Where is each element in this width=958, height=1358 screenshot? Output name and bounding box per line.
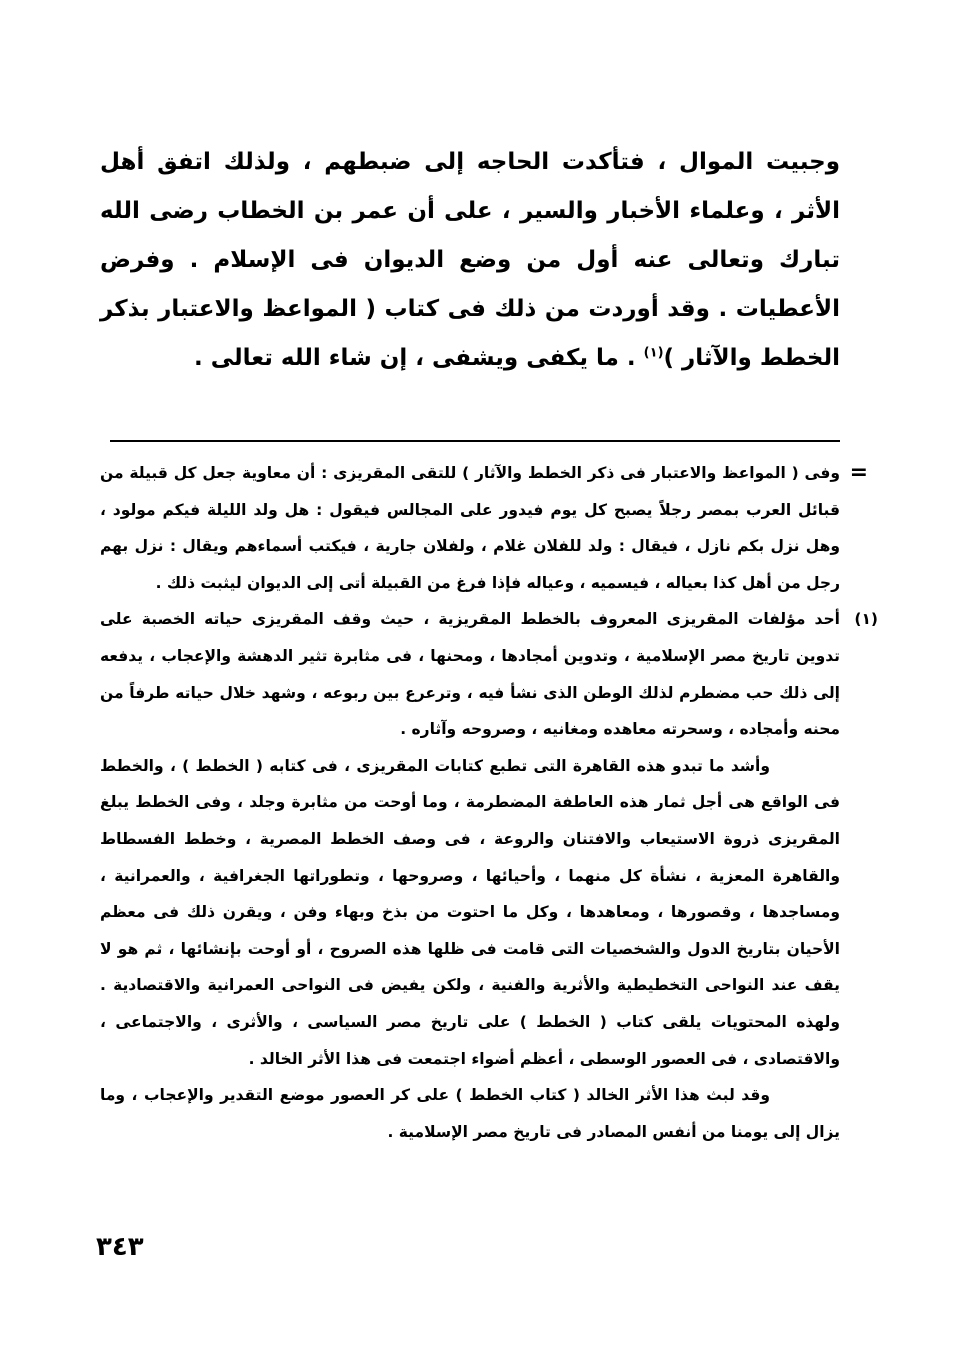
footnote-1-paragraph-3: وقد لبث هذا الأثر الخالد ( كتاب الخطط ) على كر العصور موضع التقدير والإعجاب ، وما يزال إلى يومنا من أنفس المصادر فى تاريخ مصر الإسلامية .	[100, 1086, 840, 1141]
footnote-divider	[110, 440, 840, 442]
footnote-1-text: أحد مؤلفات المقريزى المعروف بالخطط المقريزية ، حيث وقف المقريزى حياته الخصبة على تدوين تاريخ مصر الإسلامية ، وتدوين أمجادها ، ومحنها ، فى مثابرة تثير الدهشة والإعجاب ، يدفعه إلى ذلك حب مضطرم لذلك الوطن الذى نشأ فيه ، وترعرع بين ربوعه ، وشهد خلال حياته طرفاً من محنه وأمجاده ، وسحرته معاهده ومغانيه ، وصروحه وآثاره .	[100, 610, 840, 739]
page-number: ٣٤٣	[96, 1232, 144, 1262]
footnote-1-marker: (١)	[854, 610, 878, 629]
main-text-part1: وجبيت الموال ، فتأكدت الحاجه إلى ضبطهم ، ولذلك اتفق أهل الأثر ، وعلماء الأخبار والسير ، على أن عمر بن الخطاب رضى الله تبارك وتعالى عنه أول من وضع الديوان فى الإسلام . وفرض الأعطيات . وقد أوردت من ذلك فى كتاب ( المواعظ والاعتبار بذكر الخطط والآثار )	[100, 149, 840, 371]
footnote-reference: (١)	[643, 345, 664, 361]
footnote-1	[100, 601, 878, 747]
footnotes-section	[100, 455, 878, 1150]
footnote-1-paragraph-2: وأشد ما تبدو هذه القاهرة التى تطبع كتابات المقريزى ، فى كتابه ( الخطط ) ، والخطط فى الواقع هى أجل ثمار هذه العاطفة المضطرمة ، وما أوحت من مثابرة وجلد ، وفى الخطط يبلغ المقريزى ذروة الاستيعاب والافتنان والروعة ، فى وصف الخطط المصرية ، وخطط الفسطاط والقاهرة المعزية ، نشأة كل منهما ، وأحيائها ، وصروحها ، وتطوراتها الجغرافية ، والعمرانية ، ومساجدها ، وقصورها ، ومعاهدها ، وكل ما احتوت من بذخ وبهاء وفن ، ويقرن ذلك فى معظم الأحيان بتاريخ الدول والشخصيات التى قامت فى ظلها هذه الصروح ، أو أوحت بإنشائها ، ثم هو لا يقف عند النواحى التخطيطية والأثرية والفنية ، ولكن يفيض فى النواحى العمرانية والاقتصادية . ولهذه المحتويات يلقى كتاب ( الخطط ) على تاريخ مصر السياسى ، والأثرى ، والاجتماعى ، والاقتصادى ، فى العصور الوسطى ، أعظم أضواء اجتمعت فى هذا الأثر الخالد .	[100, 756, 840, 1068]
main-paragraph	[100, 138, 840, 383]
continuation-marker: =	[849, 460, 868, 485]
footnote-continuation	[100, 455, 868, 601]
main-text-part2: . ما يكفى ويشفى ، إن شاء الله تعالى .	[193, 345, 644, 371]
footnote-continuation-text: وفى ( المواعظ والاعتبار فى ذكر الخطط والآثار ) للتقى المقريزى : أن معاوية جعل كل قبيلة من قبائل العرب بمصر رجلاً يصبح كل يوم فيدور على المجالس فيقول : هل ولد الليلة فيكم مولود ، وهل نزل بكم نازل ، فيقال : ولد للفلان غلام ، ولفلان جارية ، فيكتب أسماءهم ويقال : نزل بهم رجل من أهل كذا بعياله ، فيسميه ، وعياله فإذا فرغ من القبيلة أتى إلى الديوان ليثبت ذلك .	[100, 464, 840, 592]
